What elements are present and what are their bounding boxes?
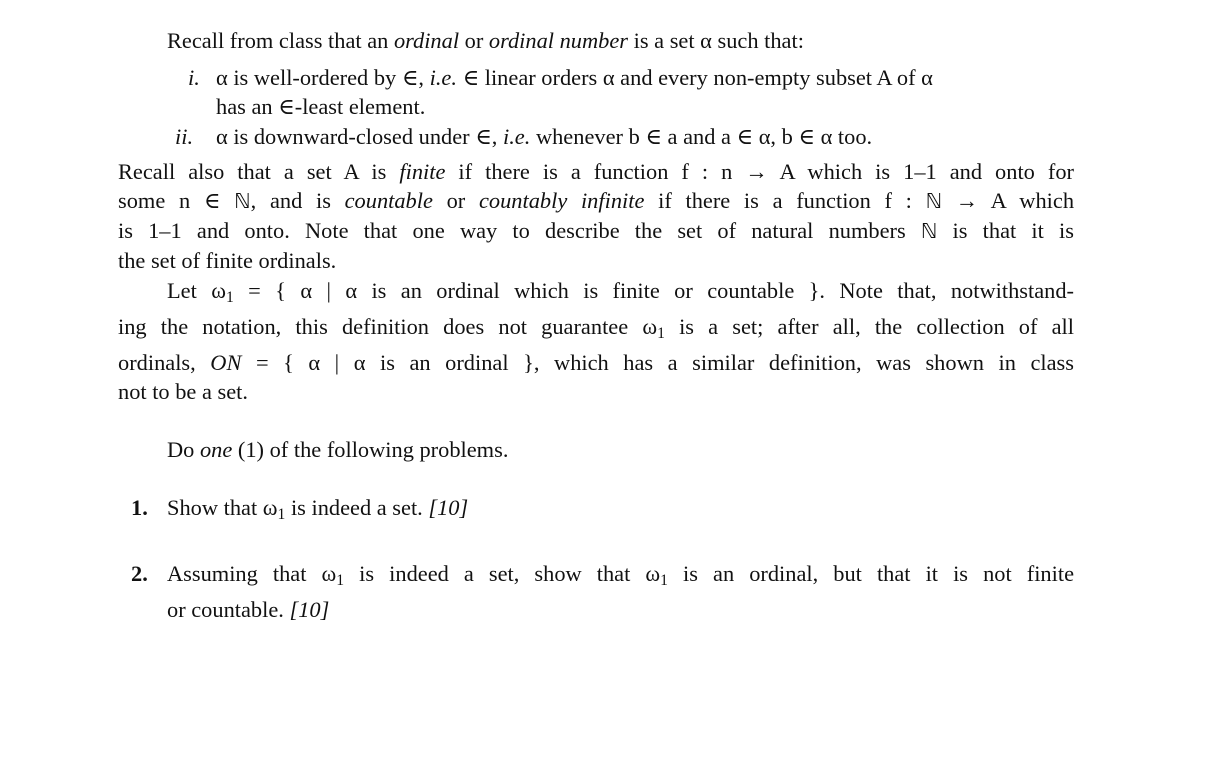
problem-number: 1. [131, 495, 148, 521]
intro-text: or [459, 28, 489, 53]
condition-label: ii. [175, 123, 194, 149]
problem-line: Assuming that $\omega_1$ is indeed a set, show that $\omega_1$ is an ordinal, but that it is not finite [167, 560, 1075, 589]
paragraph-line: Let $\omega_1$ = { α | α is an ordinal which is finite or countable }. Note that, notwithstand- [167, 277, 1074, 306]
condition-line: α is well-ordered by ∈, i.e. ∈ linear orders α and every non-empty subset A of α [216, 65, 933, 91]
finite-paragraph [118, 157, 1074, 276]
problem-line: or countable. [10] [167, 596, 330, 622]
omega-paragraph [118, 276, 1074, 407]
problem-marks: [10] [289, 596, 330, 622]
problem-1 [118, 493, 1074, 529]
condition-line: has an ∈-least element. [216, 94, 426, 120]
term-ordinal: ordinal [393, 28, 460, 53]
paragraph-line: some n ∈ ℕ, and is countable or countably infinite if there is a function f : ℕ → A which [118, 188, 1075, 214]
condition-ii [118, 122, 1074, 151]
problem-number: 2. [131, 560, 148, 586]
paragraph-line: ordinals, ON = { α | α is an ordinal }, which has a similar definition, was shown in class [118, 349, 1074, 375]
instruction-line: Do one (1) of the following problems. [167, 437, 509, 463]
problem-2 [118, 559, 1074, 624]
intro-text: is a set α such that: [628, 28, 804, 53]
problem-marks: [10] [428, 495, 469, 521]
paragraph-line: ing the notation, this definition does not guarantee $\omega_1$ is a set; after all, the collection of all [118, 313, 1074, 342]
condition-label: i. [188, 65, 200, 91]
document-page [118, 26, 1074, 624]
condition-line: α is downward-closed under ∈, i.e. whenever b ∈ a and a ∈ α, b ∈ α too. [216, 123, 873, 149]
condition-i [118, 63, 1074, 121]
paragraph-line: is 1–1 and onto. Note that one way to describe the set of natural numbers ℕ is that it is [118, 218, 1074, 244]
paragraph-line: not to be a set. [118, 379, 248, 405]
paragraph-line: Recall also that a set A is finite if there is a function f : n → A which is 1–1 and onto for [118, 158, 1074, 184]
intro-line [118, 26, 1074, 55]
intro-text: Recall from class that an [167, 28, 394, 53]
term-ordinal-number: ordinal number [488, 28, 629, 53]
problem-line: Show that $\omega_1$ is indeed a set. [10] [167, 495, 469, 524]
paragraph-line: the set of finite ordinals. [118, 248, 337, 274]
